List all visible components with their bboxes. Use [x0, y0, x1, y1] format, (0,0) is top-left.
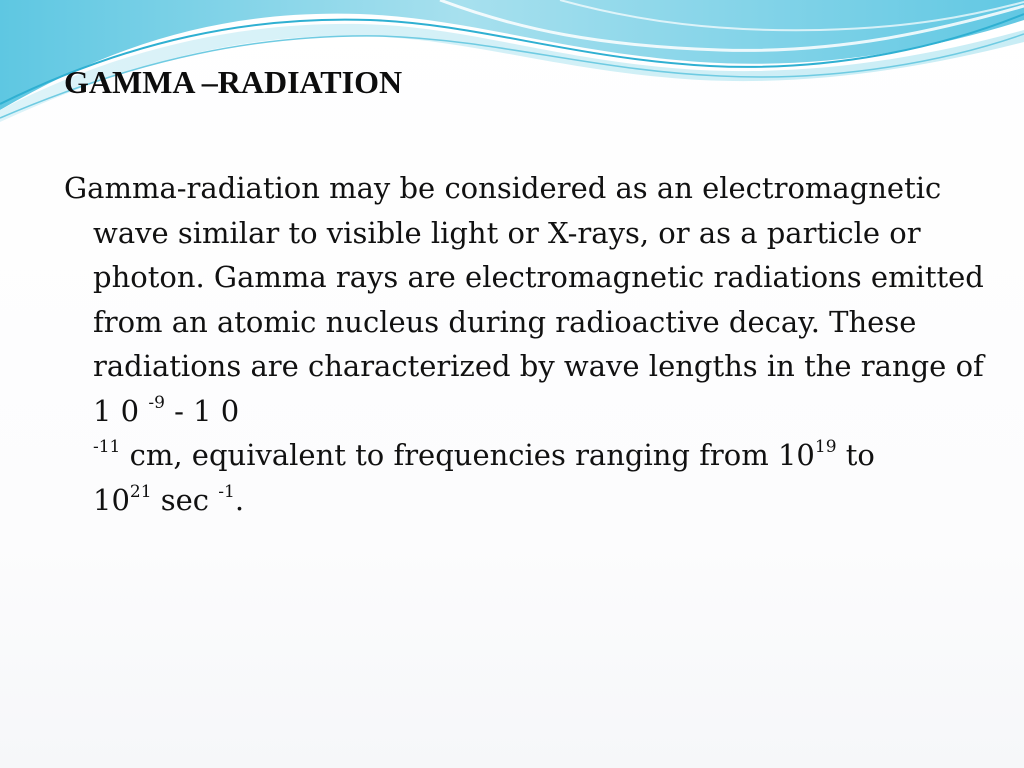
- paragraph-text-3: cm, equivalent to frequencies ranging from 10: [120, 438, 815, 472]
- paragraph-text-4b: 10: [93, 482, 130, 517]
- superscript-exponent-2: -11: [93, 437, 121, 458]
- slide-title: GAMMA –RADIATION: [64, 64, 403, 100]
- paragraph-text-6: .: [234, 482, 245, 517]
- paragraph-text-1: Gamma-radiation may be considered as an electromagnetic wave similar to visible light or X-rays, or as a particle or photon. Gamma rays are electromagnetic radiations emitted from an atomic nucleus during radioactive decay. These radiations are characterized by wave lengths in the range of 1 0: [64, 171, 984, 428]
- superscript-exponent-1: -9: [148, 392, 165, 413]
- paragraph-text-2: - 1 0: [164, 393, 240, 428]
- superscript-exponent-5: -1: [218, 481, 235, 502]
- superscript-exponent-4: 21: [129, 481, 152, 502]
- body-paragraph: [64, 166, 998, 522]
- paragraph-text-4: to: [836, 438, 875, 472]
- superscript-exponent-3: 19: [814, 437, 837, 458]
- paragraph-text-5: sec: [151, 482, 219, 517]
